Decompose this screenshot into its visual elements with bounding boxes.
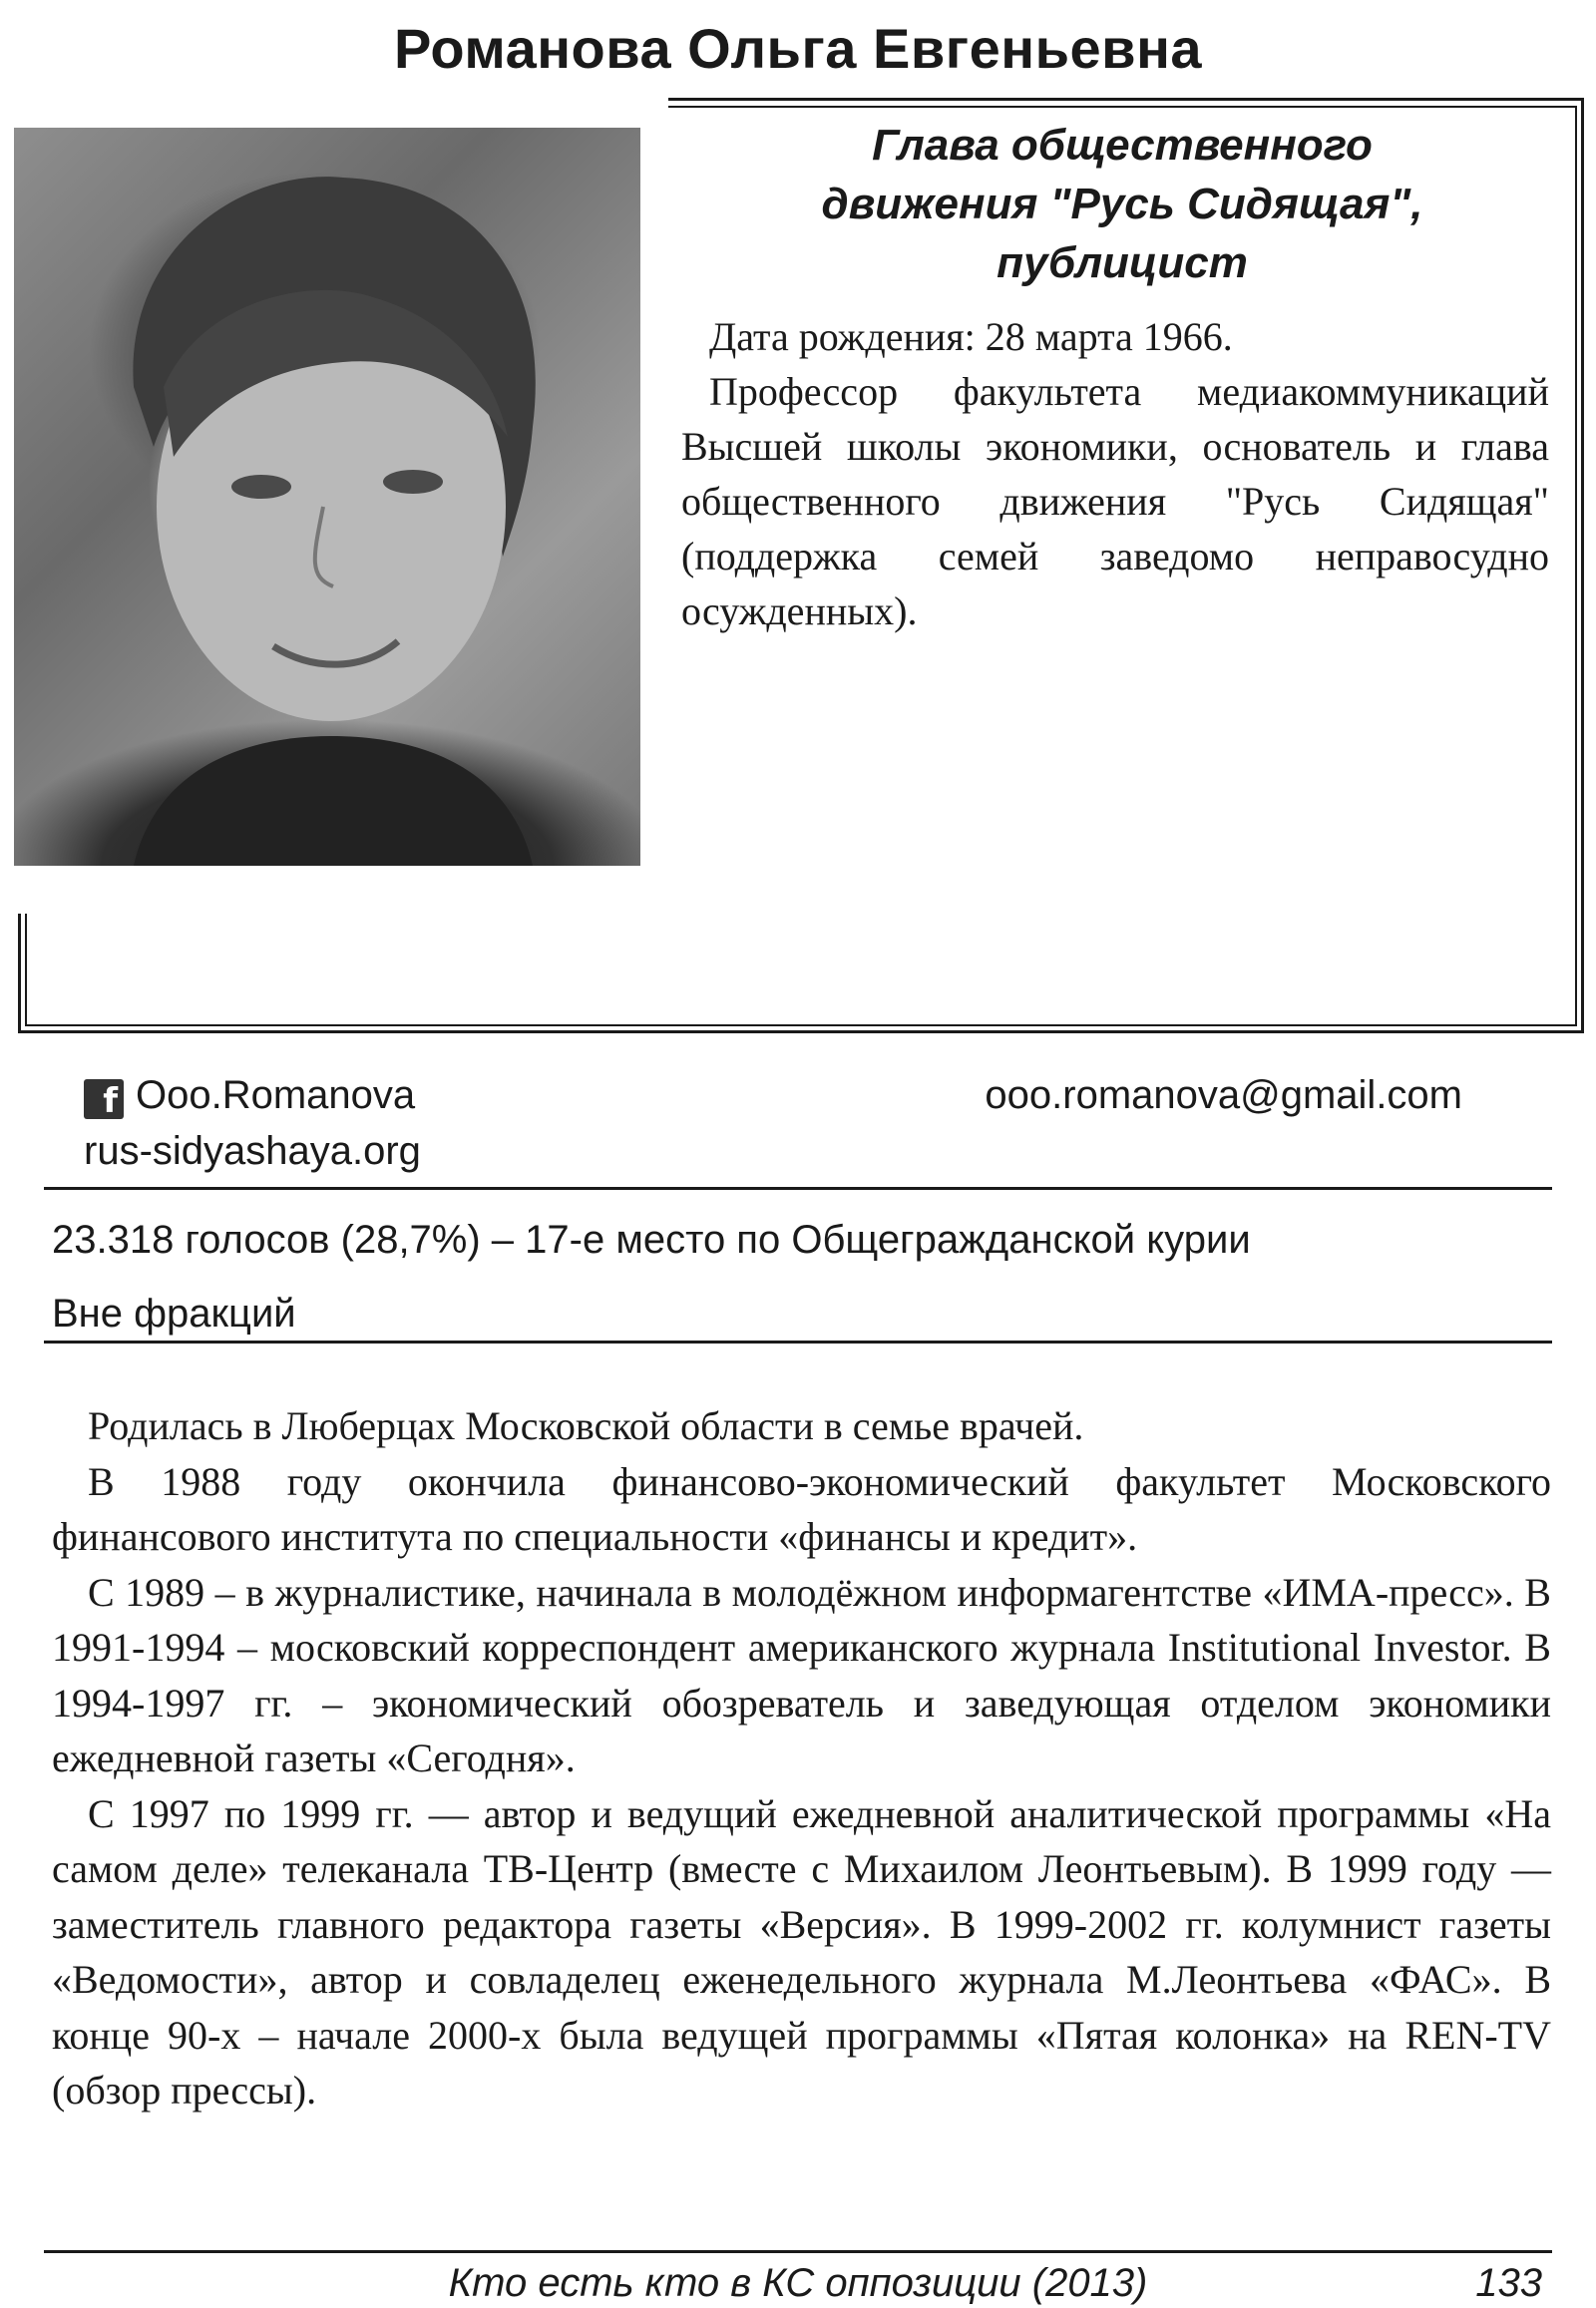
facebook-contact[interactable]: [84, 1067, 415, 1123]
biography-paragraph: В 1988 году окончила финансово-экономический факультет Московского финансового института по специальности «финансы и кредит».: [52, 1458, 1551, 1559]
email-link[interactable]: ooo.romanova@gmail.com: [985, 1073, 1462, 1117]
biography: [52, 1398, 1551, 2118]
votes-text: 23.318 голосов (28,7%) – 17-е место по Общегражданской курии: [52, 1218, 1251, 1262]
portrait-photo: [14, 128, 640, 866]
election-stats: [52, 1203, 1548, 1350]
portrait-drawing: [14, 128, 640, 866]
facebook-handle[interactable]: Ooo.Romanova: [136, 1073, 416, 1117]
page-title: Романова Ольга Евгеньевна: [393, 17, 1203, 80]
biography-paragraph: С 1997 по 1999 гг. — автор и ведущий ежедневной аналитической программы «На самом деле» телеканала ТВ-Центр (вместе с Михаилом Леонтьевым). В 1999 году — заместитель главного редактора газеты «Версия». В 1999-2002 гг. колумнист газеты «Ведомости», автор и совладелец еженедельного журнала М.Леонтьева «ФАС». В конце 90-х – начале 2000-х была ведущей программы «Пятая колонка» на REN-TV (обзор прессы).: [52, 1790, 1551, 2113]
divider: [44, 1341, 1552, 1344]
biography-paragraph: С 1989 – в журналистике, начинала в молодёжном информагентстве «ИМА-пресс». В 1991-1994 – московский корреспондент американского журнала Institutional Investor. В 1994-1997 гг. – экономический обозреватель и заведующая отделом экономики ежедневной газеты «Сегодня».: [52, 1569, 1551, 1780]
footer-divider: [44, 2250, 1552, 2253]
contacts: [84, 1067, 1480, 1179]
position-line: Глава общественного: [872, 121, 1373, 170]
faction-text: Вне фракций: [52, 1292, 296, 1336]
divider: [44, 1187, 1552, 1190]
position-title: [688, 116, 1556, 292]
short-bio: [681, 309, 1549, 638]
position-line: публицист: [997, 238, 1248, 287]
page-number: 133: [1475, 2261, 1542, 2305]
facebook-icon: f: [84, 1079, 124, 1119]
position-line: движения "Русь Сидящая",: [821, 180, 1423, 228]
biography-paragraph: Родилась в Люберцах Московской области в семье врачей.: [88, 1403, 1084, 1448]
birth-date: Дата рождения: 28 марта 1966.: [709, 314, 1233, 359]
book-title: Кто есть кто в КС оппозиции (2013): [448, 2261, 1148, 2305]
website-link[interactable]: rus-sidyashaya.org: [84, 1129, 421, 1173]
summary-text: Профессор факультета медиакоммуникаций Высшей школы экономики, основатель и глава общественного движения "Русь Сидящая" (поддержка семей заведомо неправосудно осужденных).: [681, 369, 1549, 633]
